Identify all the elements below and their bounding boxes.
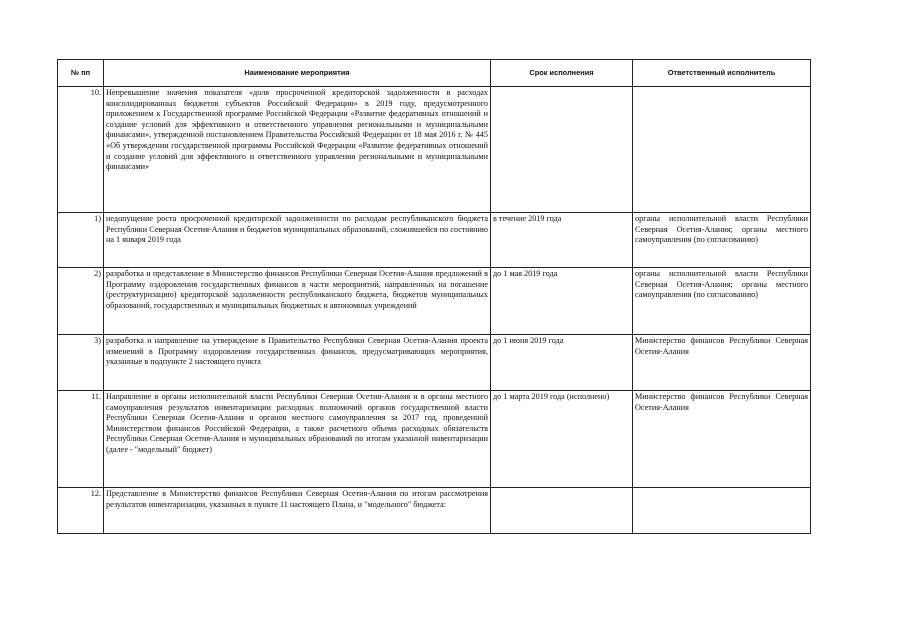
row-deadline (491, 488, 633, 534)
row-number: 2) (58, 268, 104, 335)
table-row (58, 488, 811, 534)
row-deadline (491, 87, 633, 213)
row-deadline: в течение 2019 года (491, 213, 633, 268)
row-deadline: до 1 марта 2019 года (исполнено) (491, 391, 633, 488)
row-event-name: Направление в органы исполнительной власти Республики Северная Осетия-Алания и в органы местного самоуправления результатов инвентаризации расходных полномочий органов государственной власти Республики Северная Осетия-Алания и органов местного самоуправления за 2017 год, проведенной Министерством финансов Российской Федерации, а также расчетного объема расходных обязательств Республики Северная Осетия-Алания и муниципальных образований по итогам указанной инвентаризации (далее - "модельный" бюджет) (104, 391, 491, 488)
row-event-name: Непревышение значения показателя «доля просроченной кредиторской задолженности в расходах консолидированных бюджетов субъектов Российской Федерации» в 2019 году, предусмотренного приложением к Государственной программе Российской Федерации «Развитие федеративных отношений и создание условий для эффективного и ответственного управления региональными и муниципальными финансами», утвержденной постановлением Правительства Российской Федерации от 18 мая 2016 г. № 445 «Об утверждении государственной программы Российской Федерации «Развитие федеративных отношений и создание условий для эффективного и ответственного управления региональными и муниципальными финансами» (104, 87, 491, 213)
row-executor: Министерство финансов Республики Северная Осетия-Алания (633, 335, 811, 391)
row-number: 12. (58, 488, 104, 534)
row-number: 11. (58, 391, 104, 488)
table-row (58, 391, 811, 488)
row-executor: Министерство финансов Республики Северная Осетия-Алания (633, 391, 811, 488)
table-row (58, 213, 811, 268)
row-event-name: Представление в Министерство финансов Республики Северная Осетия-Алания по итогам рассмотрения результатов инвентаризации, указанных в пункте 11 настоящего Плана, и "модельного" бюджета: (104, 488, 491, 534)
header-executor: Ответственный исполнитель (633, 60, 811, 87)
row-executor: органы исполнительной власти Республики Северная Осетия-Алания; органы местного самоуправления (по согласованию) (633, 213, 811, 268)
table-row (58, 335, 811, 391)
row-event-name: разработка и направление на утверждение в Правительство Республики Северная Осетия-Алания проекта изменений в Программу оздоровления государственных финансов, предусматривающих мероприятия, указанные в подпункте 2 настоящего пункта (104, 335, 491, 391)
table-row (58, 87, 811, 213)
table-row (58, 268, 811, 335)
row-executor (633, 488, 811, 534)
row-number: 10. (58, 87, 104, 213)
row-deadline: до 1 июня 2019 года (491, 335, 633, 391)
header-deadline: Срок исполнения (491, 60, 633, 87)
header-event-name: Наименование мероприятия (104, 60, 491, 87)
row-event-name: недопущение роста просроченной кредиторской задолженности по расходам республиканского бюджета Республики Северная Осетия-Алания и бюджетов муниципальных образований, сложившейся по состоянию на 1 января 2019 года (104, 213, 491, 268)
header-number: № пп (58, 60, 104, 87)
row-executor: органы исполнительной власти Республики Северная Осетия-Алания; органы местного самоуправления (по согласованию) (633, 268, 811, 335)
row-event-name: разработка и представление в Министерство финансов Республики Северная Осетия-Алания предложений в Программу оздоровления государственных финансов в части мероприятий, направленных на погашение (реструктуризацию) кредиторской задолженности республиканского бюджета, бюджетов муниципальных образований, государственных и муниципальных бюджетных и автономных учреждений (104, 268, 491, 335)
row-executor (633, 87, 811, 213)
action-plan-table (57, 59, 811, 534)
table-header-row (58, 60, 811, 87)
row-deadline: до 1 мая 2019 года (491, 268, 633, 335)
row-number: 1) (58, 213, 104, 268)
row-number: 3) (58, 335, 104, 391)
